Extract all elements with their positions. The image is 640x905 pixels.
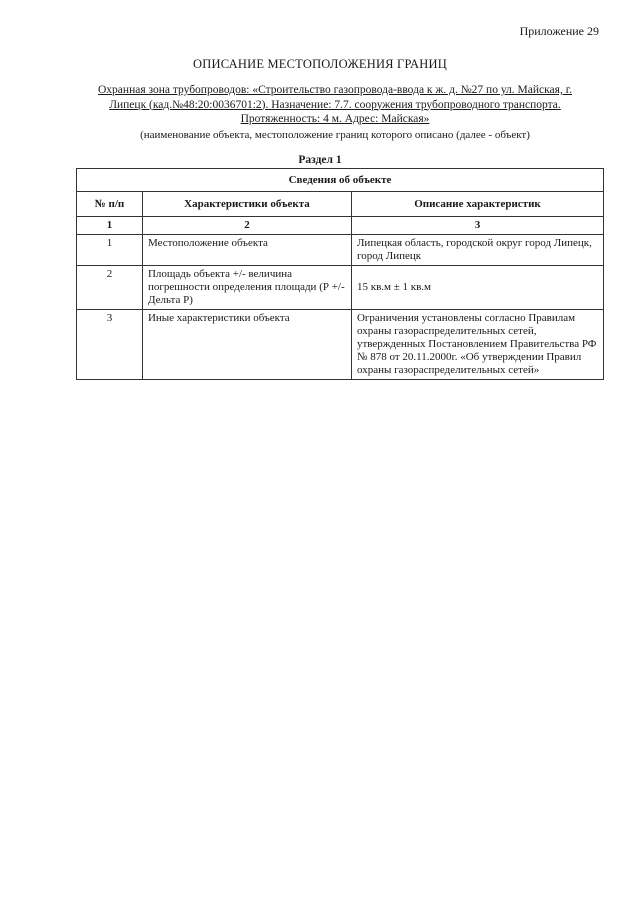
row-characteristic: Площадь объекта +/- величина погрешности определения площади (Р +/- Дельта Р) xyxy=(142,266,351,310)
table-row xyxy=(77,310,604,380)
table-row xyxy=(77,235,604,266)
row-description: 15 кв.м ± 1 кв.м xyxy=(351,266,603,310)
row-characteristic: Иные характеристики объекта xyxy=(142,310,351,380)
document-title: ОПИСАНИЕ МЕСТОПОЛОЖЕНИЯ ГРАНИЦ xyxy=(193,57,447,71)
table-header-row xyxy=(77,192,604,217)
table-caption-row xyxy=(77,169,604,192)
row-description: Ограничения установлены согласно Правилам охраны газораспределительных сетей, утвержденных Постановлением Правительства РФ № 878 от 20.11.2000г. «Об утверждении Правил охраны газораспределительных сетей» xyxy=(351,310,603,380)
row-number: 3 xyxy=(77,310,143,380)
object-name-line-2: Липецк (кад.№48:20:0036701:2). Назначение: 7.7. сооружения трубопроводного транспорта. xyxy=(109,98,561,111)
index-1: 1 xyxy=(77,217,143,235)
index-2: 2 xyxy=(142,217,351,235)
object-name-caption: (наименование объекта, местоположение границ которого описано (далее - объект) xyxy=(140,128,530,141)
header-description: Описание характеристик xyxy=(351,192,603,217)
header-characteristic: Характеристики объекта xyxy=(142,192,351,217)
table-caption: Сведения об объекте xyxy=(77,169,604,192)
object-info-table xyxy=(76,168,604,380)
header-number: № п/п xyxy=(77,192,143,217)
row-description: Липецкая область, городской округ город Липецк, город Липецк xyxy=(351,235,603,266)
row-number: 1 xyxy=(77,235,143,266)
section-title: Раздел 1 xyxy=(298,154,342,166)
row-characteristic: Местоположение объекта xyxy=(142,235,351,266)
object-name-block xyxy=(80,83,590,142)
table-row xyxy=(77,266,604,310)
object-name-line-1: Охранная зона трубопроводов: «Строительство газопровода-ввода к ж. д. №27 по ул. Майская, г. xyxy=(98,84,572,96)
index-3: 3 xyxy=(351,217,603,235)
table-index-row xyxy=(77,217,604,235)
object-name-line-3: Протяженность: 4 м. Адрес: Майская» xyxy=(240,113,430,125)
row-number: 2 xyxy=(77,266,143,310)
appendix-label: Приложение 29 xyxy=(519,24,599,38)
